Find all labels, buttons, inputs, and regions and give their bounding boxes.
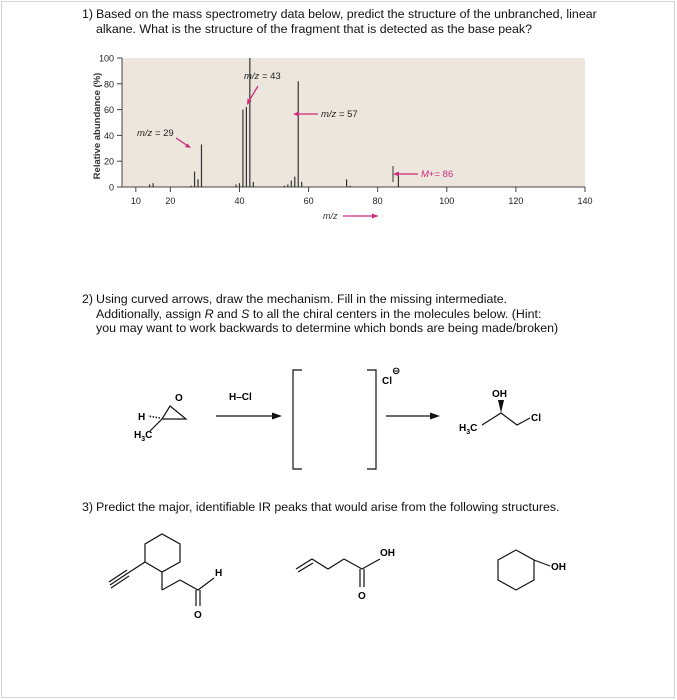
x-tick-label: 100	[439, 196, 455, 206]
x-tick-label: 10	[130, 196, 141, 206]
question-1	[82, 7, 607, 36]
svg-text:m/z = 29: m/z = 29	[137, 128, 174, 139]
epoxide-hydrogen: H	[138, 412, 146, 423]
x-tick-label: 60	[303, 196, 314, 206]
mass-spectrum-chart	[0, 48, 677, 288]
question-1-text: Based on the mass spectrometry data below, predict the structure of the unbranched, linear alkane. What is the structure of the fragment that is detected as the base peak?	[96, 7, 597, 36]
reaction-scheme	[0, 360, 677, 480]
x-tick-label: 40	[234, 196, 245, 206]
x-tick-label: 120	[508, 196, 524, 206]
question-2-number: 2)	[82, 292, 94, 306]
y-tick-label: 0	[108, 182, 114, 193]
molecule-1-carbonyl-o: O	[194, 610, 202, 621]
product-hydroxyl: OH	[492, 389, 507, 400]
svg-text:M+= 86: M+= 86	[421, 169, 454, 180]
ir-structures	[0, 522, 677, 622]
y-axis-label: Relative abundance (%)	[92, 72, 103, 180]
question-3-number: 3)	[82, 500, 94, 514]
x-tick-label: 140	[577, 196, 593, 206]
molecule-2-hydroxyl: OH	[380, 548, 395, 559]
chlorohydrin-product	[482, 413, 530, 425]
molecule-2-carbonyl-o: O	[358, 591, 366, 602]
molecule-3	[498, 550, 550, 590]
question-3	[82, 500, 642, 515]
product-chlorine: Cl	[531, 413, 541, 424]
y-tick-label: 20	[103, 156, 114, 167]
molecule-2	[296, 559, 380, 587]
x-axis-label: m/z	[323, 211, 338, 221]
product-arrowhead	[430, 413, 440, 420]
svg-text:m/z = 57: m/z = 57	[321, 109, 358, 120]
svg-text:m/z = 43: m/z = 43	[244, 71, 281, 82]
reagent-arrowhead	[272, 413, 282, 420]
product-methyl: $H_3C$	[459, 423, 478, 436]
y-tick-label: 80	[103, 79, 114, 90]
reagent-label: H–Cl	[229, 392, 252, 403]
chloride-charge: ⊖	[392, 366, 401, 377]
wedge-bond	[498, 400, 504, 413]
epoxide-reactant	[148, 406, 186, 431]
intermediate-bracket-right	[367, 370, 376, 469]
question-2-text: Using curved arrows, draw the mechanism. Fill in the missing intermediate. Additionally, assign R and S to all the chiral centers in the molecules below. (Hint: you may want to work backwards to determine which bonds are being made/broken)	[96, 292, 559, 335]
x-tick-label: 20	[165, 196, 176, 206]
question-3-text: Predict the major, identifiable IR peaks that would arise from the following structures.	[96, 500, 560, 514]
question-1-number: 1)	[82, 7, 94, 21]
x-tick-label: 80	[372, 196, 383, 206]
epoxide-oxygen: O	[175, 393, 183, 404]
intermediate-bracket-left	[293, 370, 302, 469]
molecule-1	[109, 534, 214, 606]
molecule-3-hydroxyl: OH	[551, 562, 566, 573]
y-tick-label: 40	[103, 130, 114, 141]
question-2	[82, 292, 562, 336]
epoxide-methyl: $H_3C$	[134, 430, 153, 443]
y-tick-label: 100	[98, 53, 114, 64]
molecule-1-aldehyde-h: H	[215, 568, 223, 579]
y-tick-label: 60	[103, 105, 114, 116]
plot-background	[122, 58, 585, 187]
x-axis-arrowhead	[372, 214, 378, 219]
chloride-ion: Cl	[382, 376, 392, 387]
